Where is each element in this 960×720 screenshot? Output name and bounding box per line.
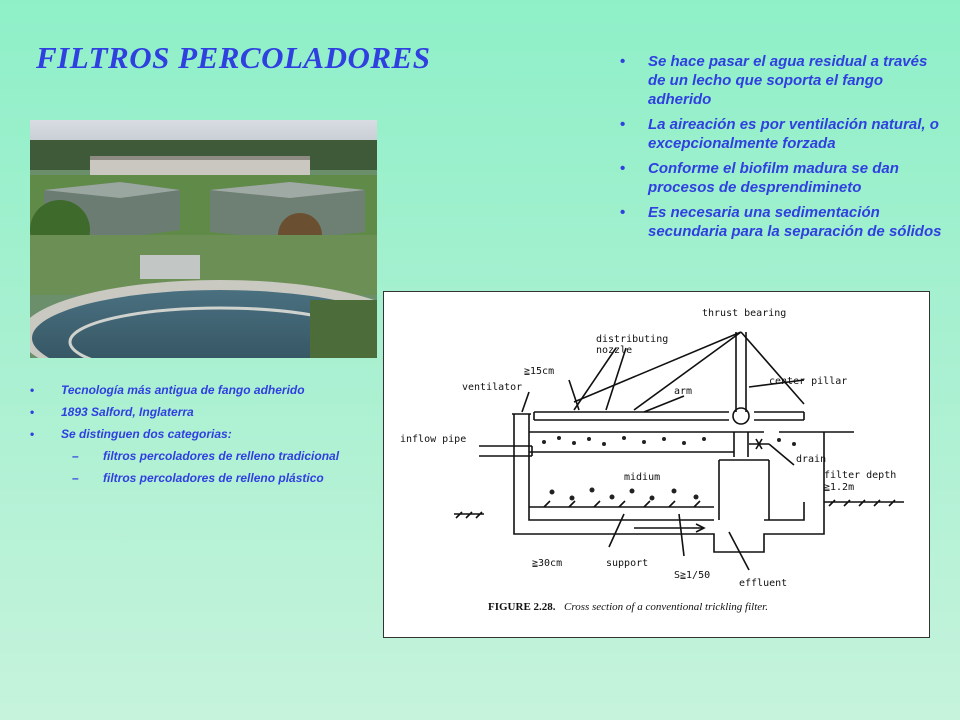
label-slope: S≧1/50: [674, 570, 711, 581]
label-drain: drain: [796, 454, 827, 465]
left-bullet-list: [30, 382, 370, 492]
left-bullet-item: • Tecnología más antigua de fango adherido: [30, 382, 370, 398]
right-bullet-item: • Se hace pasar el agua residual a través de un lecho que soporta el fango adherido: [612, 52, 942, 109]
label-filter-depth: filter depth: [824, 470, 897, 481]
left-subbullet-item: – filtros percoladores de relleno plástico: [30, 470, 370, 486]
label-thrust-bearing: thrust bearing: [702, 308, 787, 319]
label-30cm: ≧30cm: [532, 558, 563, 569]
figure-caption: [488, 597, 768, 614]
label-effluent: effluent: [739, 578, 788, 589]
trickling-filter-photo: [30, 120, 377, 358]
label-1-2m: ≧1.2m: [824, 482, 855, 493]
label-nozzle: nozzle: [596, 345, 633, 356]
right-bullet-item: • Es necesaria una sedimentación secundaria para la separación de sólidos: [612, 203, 942, 241]
label-inflow-pipe: inflow pipe: [400, 434, 467, 445]
label-center-pillar: center pillar: [769, 376, 848, 387]
label-distributing: distributing: [596, 334, 669, 345]
label-arm: arm: [674, 386, 693, 397]
label-ventilator: ventilator: [462, 382, 523, 393]
diagram-svg: [384, 292, 929, 637]
left-bullet-item: • 1893 Salford, Inglaterra: [30, 404, 370, 420]
trickling-filter-diagram: [383, 291, 930, 638]
figure-caption-text: Cross section of a conventional trickling filter.: [563, 601, 768, 613]
label-15cm: ≧15cm: [524, 366, 555, 377]
label-midium: midium: [624, 472, 661, 483]
left-subbullet-item: – filtros percoladores de relleno tradicional: [30, 448, 370, 464]
right-bullet-item: • Conforme el biofilm madura se dan procesos de desprendimineto: [612, 159, 942, 197]
right-bullet-item: • La aireación es por ventilación natural, o excepcionalmente forzada: [612, 115, 942, 153]
slide-title: FILTROS PERCOLADORES: [36, 40, 431, 75]
label-support: support: [606, 558, 649, 569]
figure-caption-number: FIGURE 2.28.: [488, 601, 556, 613]
left-bullet-item: • Se distinguen dos categorias:: [30, 426, 370, 442]
right-bullet-list: [612, 52, 942, 247]
